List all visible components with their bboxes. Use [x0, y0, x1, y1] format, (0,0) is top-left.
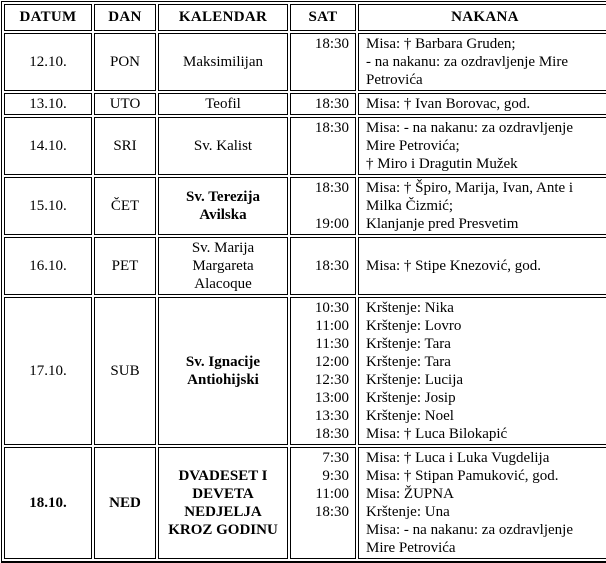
sat-cell-line: 18:30	[314, 120, 349, 136]
sat-cell-line: 18:30	[314, 96, 349, 112]
sat-cell-line: 11:00	[315, 318, 349, 334]
dan-cell	[94, 93, 156, 115]
nakana-cell-line: Krštenje: Lucija	[366, 372, 464, 388]
kalendar-cell-line: DEVETA	[192, 486, 254, 502]
datum-cell	[4, 117, 92, 175]
datum-cell-line: 17.10.	[29, 363, 67, 379]
dan-cell	[94, 297, 156, 445]
kalendar-cell	[158, 33, 288, 91]
kalendar-cell	[158, 237, 288, 295]
table-row	[4, 447, 606, 559]
datum-cell-line: 14.10.	[29, 138, 67, 154]
header-row	[4, 4, 606, 31]
kalendar-cell-line: Alacoque	[194, 276, 252, 292]
nakana-cell-line: Misa: † Barbara Gruden;	[366, 36, 516, 52]
sat-cell-line: 19:00	[314, 216, 349, 232]
dan-cell-line: UTO	[109, 96, 141, 112]
nakana-cell-line: Misa: † Ivan Borovac, god.	[366, 96, 531, 112]
sat-cell-line: 10:30	[314, 300, 349, 316]
kalendar-cell-line: Sv. Ignacije	[185, 354, 261, 370]
sat-cell-line: 18:30	[314, 180, 349, 196]
sat-cell-line: 9:30	[322, 468, 349, 484]
dan-cell-line: SUB	[110, 363, 140, 379]
sat-cell-line: 12:00	[314, 354, 349, 370]
nakana-cell	[358, 177, 606, 235]
sat-cell	[290, 93, 356, 115]
sat-cell-line: 11:00	[315, 486, 349, 502]
nakana-cell-line: Krštenje: Una	[366, 504, 450, 520]
sat-cell	[290, 237, 356, 295]
nakana-cell-line: † Miro i Dragutin Mužek	[366, 156, 518, 172]
sat-cell-line: 13:00	[314, 390, 349, 406]
nakana-cell	[358, 447, 606, 559]
sat-cell-line	[293, 197, 349, 215]
dan-cell	[94, 33, 156, 91]
kalendar-cell-line: DVADESET I	[178, 468, 268, 484]
kalendar-cell-line: KROZ GODINU	[168, 522, 278, 538]
nakana-cell-line: Krštenje: Noel	[366, 408, 454, 424]
table-row	[4, 177, 606, 235]
dan-cell	[94, 177, 156, 235]
kalendar-cell-line: Sv. Marija	[191, 240, 255, 256]
datum-cell	[4, 177, 92, 235]
datum-cell-line: 12.10.	[29, 54, 67, 70]
dan-cell-line: ČET	[110, 198, 140, 214]
sat-cell-line: 18:30	[314, 258, 349, 274]
col-header-datum: DATUM	[4, 4, 92, 31]
kalendar-cell	[158, 117, 288, 175]
table-row	[4, 297, 606, 445]
nakana-cell-line: Misa: † Luca i Luka Vugdelija	[366, 450, 550, 466]
kalendar-cell-line: Margareta	[192, 258, 254, 274]
nakana-cell	[358, 117, 606, 175]
table-row	[4, 237, 606, 295]
table-header	[4, 4, 606, 31]
nakana-cell-line: Krštenje: Tara	[366, 336, 451, 352]
col-header-nakana: NAKANA	[358, 4, 606, 31]
table-row	[4, 117, 606, 175]
sat-cell-line: 18:30	[314, 504, 349, 520]
nakana-cell-line: Misa: - na nakanu: za ozdravljenje	[366, 522, 573, 538]
kalendar-cell-line: Sv. Terezija	[186, 189, 260, 205]
dan-cell-line: PON	[109, 54, 140, 70]
nakana-cell-line: Krštenje: Josip	[366, 390, 456, 406]
kalendar-cell-line: Teofil	[205, 96, 241, 112]
schedule-table	[1, 1, 606, 563]
nakana-cell	[358, 33, 606, 91]
datum-cell-line: 13.10.	[29, 96, 67, 112]
sat-cell-line: 13:30	[314, 408, 349, 424]
nakana-cell-line: Krštenje: Nika	[366, 300, 454, 316]
dan-cell	[94, 237, 156, 295]
kalendar-cell-line: Sv. Kalist	[193, 138, 253, 154]
sat-cell-line: 12:30	[314, 372, 349, 388]
sat-cell	[290, 117, 356, 175]
kalendar-cell-line: Antiohijski	[187, 372, 259, 388]
nakana-cell-line: Misa: † Stipan Pamuković, god.	[366, 468, 559, 484]
nakana-cell-line: Mire Petrovića;	[366, 138, 460, 154]
sat-cell	[290, 447, 356, 559]
kalendar-cell	[158, 447, 288, 559]
nakana-cell-line: Misa: † Stipe Knezović, god.	[366, 258, 541, 274]
sat-cell-line	[293, 239, 349, 257]
nakana-cell-line: Misa: - na nakanu: za ozdravljenje	[366, 120, 573, 136]
datum-cell	[4, 237, 92, 295]
nakana-cell	[358, 93, 606, 115]
col-header-kalendar: KALENDAR	[158, 4, 288, 31]
nakana-cell-line: - na nakanu: za ozdravljenje Mire	[366, 54, 568, 70]
kalendar-cell-line: Maksimilijan	[183, 54, 263, 70]
nakana-cell-line: Misa: † Špiro, Marija, Ivan, Ante i	[366, 180, 574, 196]
col-header-sat: SAT	[290, 4, 356, 31]
nakana-cell	[358, 237, 606, 295]
nakana-cell-line: Klanjanje pred Presvetim	[366, 216, 519, 232]
sat-cell-line: 18:30	[314, 36, 349, 52]
table-row	[4, 33, 606, 91]
nakana-cell-line: Misa: ŽUPNA	[366, 486, 454, 502]
datum-cell	[4, 33, 92, 91]
nakana-cell-line: Milka Čizmić;	[366, 198, 454, 214]
schedule-rows	[4, 33, 606, 559]
sat-cell	[290, 33, 356, 91]
dan-cell	[94, 447, 156, 559]
sat-cell-line: 11:30	[315, 336, 349, 352]
sat-cell	[290, 177, 356, 235]
table-row	[4, 93, 606, 115]
col-header-dan: DAN	[94, 4, 156, 31]
dan-cell-line: PET	[111, 258, 139, 274]
nakana-cell-line: Mire Petrovića	[366, 540, 456, 556]
datum-cell	[4, 297, 92, 445]
datum-cell-line: 16.10.	[29, 258, 67, 274]
datum-cell-line: 18.10.	[29, 495, 67, 511]
sat-cell	[290, 297, 356, 445]
kalendar-cell	[158, 297, 288, 445]
kalendar-cell	[158, 93, 288, 115]
sat-cell-line: 18:30	[314, 426, 349, 442]
nakana-cell-line: Krštenje: Tara	[366, 354, 451, 370]
datum-cell-line: 15.10.	[29, 198, 67, 214]
dan-cell	[94, 117, 156, 175]
datum-cell	[4, 93, 92, 115]
kalendar-cell-line: NEDJELJA	[184, 504, 262, 520]
kalendar-cell	[158, 177, 288, 235]
sat-cell-line: 7:30	[322, 450, 349, 466]
datum-cell	[4, 447, 92, 559]
dan-cell-line: SRI	[113, 138, 137, 154]
nakana-cell-line	[366, 239, 606, 257]
nakana-cell-line: Petrovića	[366, 72, 423, 88]
kalendar-cell-line: Avilska	[199, 207, 247, 223]
nakana-cell	[358, 297, 606, 445]
dan-cell-line: NED	[109, 495, 141, 511]
nakana-cell-line: Krštenje: Lovro	[366, 318, 462, 334]
nakana-cell-line: Misa: † Luca Bilokapić	[366, 426, 508, 442]
